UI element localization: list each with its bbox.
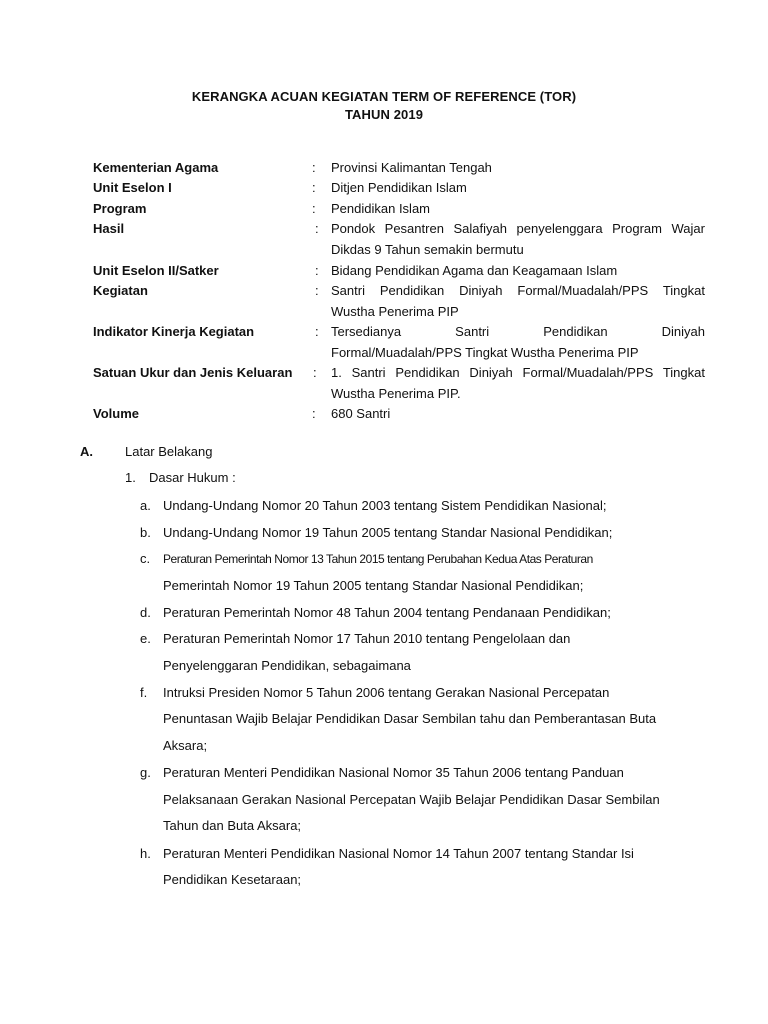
info-colon: : [315,263,319,278]
info-label-program: Program [93,201,147,216]
list-item-letter: a. [140,498,151,513]
list-item-letter: b. [140,525,151,540]
info-value-volume: 680 Santri [331,406,391,421]
list-item-text: Penuntasan Wajib Belajar Pendidikan Dasar Sembilan tahu dan Pemberantasan Buta [163,711,657,726]
info-value-hasil-line2: Dikdas 9 Tahun semakin bermutu [331,242,524,257]
info-value-indikator-line1: Tersedianya Santri Pendidikan Diniyah [331,324,705,339]
section-a-letter: A. [80,444,93,459]
document-title: KERANGKA ACUAN KEGIATAN TERM OF REFERENCE (TOR) [191,89,577,104]
list-item-text: Tahun dan Buta Aksara; [163,818,302,833]
list-item-text: Intruksi Presiden Nomor 5 Tahun 2006 tentang Gerakan Nasional Percepatan [163,685,610,700]
info-value-hasil-line1: Pondok Pesantren Salafiyah penyelenggara Program Wajar [331,221,705,236]
info-value-kementerian: Provinsi Kalimantan Tengah [331,160,492,175]
list-item-text: Penyelenggaran Pendidikan, sebagaimana [163,658,411,673]
info-value-kegiatan-line2: Wustha Penerima PIP [331,304,459,319]
list-item-letter: e. [140,631,151,646]
info-label-indikator: Indikator Kinerja Kegiatan [93,324,255,339]
list-item-text: Aksara; [163,738,208,753]
list-item-letter: f. [140,685,148,700]
subsection-number: 1. [125,470,136,485]
info-colon: : [312,406,316,421]
info-label-unit-eselon-2: Unit Eselon II/Satker [93,263,219,278]
section-a-title: Latar Belakang [125,444,213,459]
list-item-text: Peraturan Menteri Pendidikan Nasional Nomor 35 Tahun 2006 tentang Panduan [163,765,624,780]
list-item-text: Undang-Undang Nomor 19 Tahun 2005 tentang Standar Nasional Pendidikan; [163,525,613,540]
list-item-text: Pendidikan Kesetaraan; [163,872,302,887]
info-colon: : [312,160,316,175]
info-value-indikator-line2: Formal/Muadalah/PPS Tingkat Wustha Penerima PIP [331,345,639,360]
info-colon: : [315,283,319,298]
list-item-letter: h. [140,846,151,861]
list-item-text: Peraturan Pemerintah Nomor 13 Tahun 2015 tentang Perubahan Kedua Atas Peraturan [163,552,593,566]
info-label-kegiatan: Kegiatan [93,283,148,298]
subsection-title: Dasar Hukum : [149,470,236,485]
info-value-satuan-ukur-line2: Wustha Penerima PIP. [331,386,461,401]
info-value-kegiatan-line1: Santri Pendidikan Diniyah Formal/Muadalah/PPS Tingkat [331,283,705,298]
info-label-unit-eselon-1: Unit Eselon I [93,180,172,195]
list-item-text: Pemerintah Nomor 19 Tahun 2005 tentang Standar Nasional Pendidikan; [163,578,584,593]
list-item-text: Pelaksanaan Gerakan Nasional Percepatan Wajib Belajar Pendidikan Dasar Sembilan [163,792,660,807]
info-value-program: Pendidikan Islam [331,201,430,216]
list-item-letter: g. [140,765,151,780]
list-item-letter: d. [140,605,151,620]
info-colon: : [315,324,319,339]
list-item-text: Peraturan Pemerintah Nomor 48 Tahun 2004 tentang Pendanaan Pendidikan; [163,605,611,620]
info-label-kementerian: Kementerian Agama [93,160,219,175]
list-item-letter: c. [140,551,151,566]
info-colon: : [313,365,317,380]
info-value-unit-eselon-1: Ditjen Pendidikan Islam [331,180,467,195]
list-item-text: Peraturan Menteri Pendidikan Nasional Nomor 14 Tahun 2007 tentang Standar Isi [163,846,634,861]
info-colon: : [315,221,319,236]
list-item-text: Undang-Undang Nomor 20 Tahun 2003 tentang Sistem Pendidikan Nasional; [163,498,607,513]
info-label-satuan-ukur: Satuan Ukur dan Jenis Keluaran [93,365,293,380]
info-value-satuan-ukur-line1: 1. Santri Pendidikan Diniyah Formal/Muadalah/PPS Tingkat [331,365,705,380]
info-label-hasil: Hasil [93,221,125,236]
info-colon: : [312,180,316,195]
document-year: TAHUN 2019 [344,107,424,122]
info-label-volume: Volume [93,406,139,421]
info-value-unit-eselon-2: Bidang Pendidikan Agama dan Keagamaan Islam [331,263,618,278]
info-colon: : [312,201,316,216]
list-item-text: Peraturan Pemerintah Nomor 17 Tahun 2010 tentang Pengelolaan dan [163,631,571,646]
